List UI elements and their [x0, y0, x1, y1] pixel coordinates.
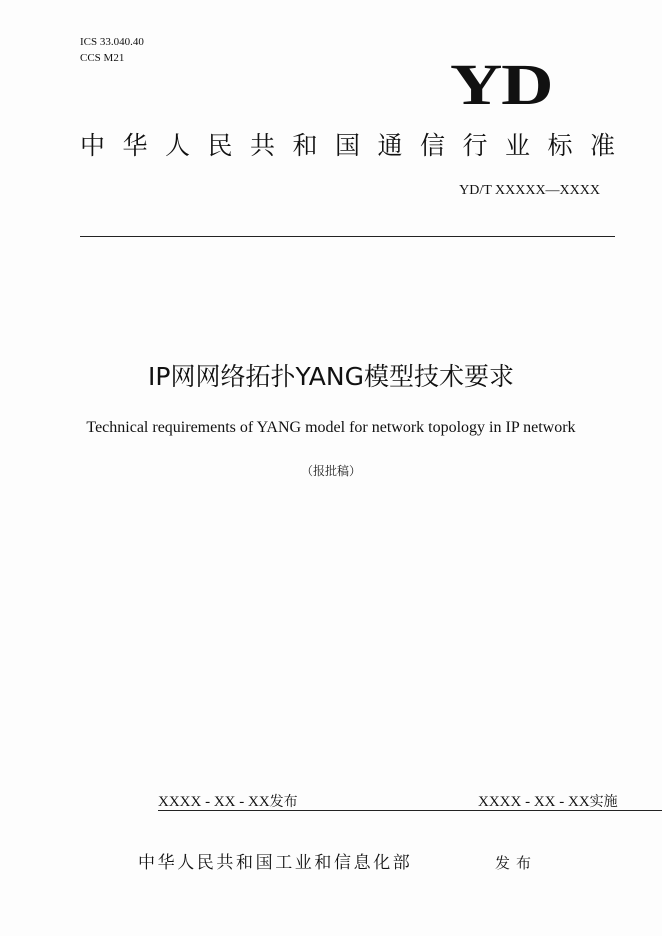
date-divider [158, 810, 662, 811]
publish-date [158, 792, 298, 812]
standard-organization: 中华人民共和国通信行业标准 [80, 131, 633, 160]
ics-code: ICS 33.040.40 [80, 36, 144, 48]
publish-date-value: XXXX - XX - XX [158, 794, 270, 810]
implement-date-value: XXXX - XX - XX [478, 794, 590, 810]
document-title-chinese: IP网网络拓扑YANG模型技术要求 [148, 362, 514, 391]
ccs-code: CCS M21 [80, 52, 125, 64]
publish-label: 发布 [269, 794, 298, 810]
draft-status: （报批稿） [300, 464, 361, 478]
standard-number: YD/T XXXXX—XXXX [459, 183, 600, 198]
header-divider [80, 236, 615, 237]
classification-codes [80, 34, 144, 66]
document-title-english: Technical requirements of YANG model for network topology in IP network [86, 419, 576, 436]
issue-label: 发布 [495, 854, 538, 872]
implement-date [478, 792, 618, 812]
issuing-authority: 中华人民共和国工业和信息化部 [138, 853, 413, 873]
yd-logo: YD [450, 52, 553, 117]
implement-label: 实施 [589, 794, 618, 810]
